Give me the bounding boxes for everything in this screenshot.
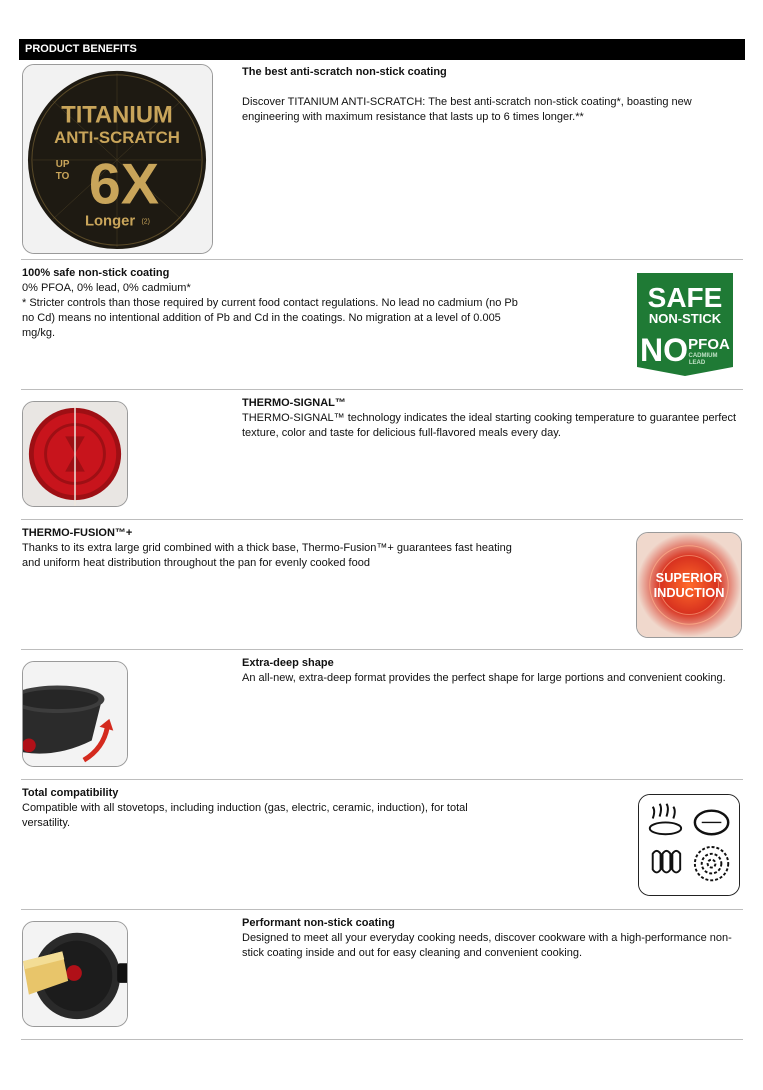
benefit-title: Total compatibility [22,787,119,799]
safe-non-stick-badge [637,273,733,376]
benefit-thermo-fusion [22,526,512,571]
titanium-text: TITANIUM [61,102,173,129]
six-x-text: 6X [88,152,160,217]
divider [21,519,743,520]
induction-text: INDUCTION [653,584,725,600]
divider [21,909,743,910]
benefit-description: Discover TITANIUM ANTI-SCRATCH: The best anti-scratch non-stick coating*, boasting new engineering with maximum resistance that lasts up to 6 times longer.** [242,96,692,123]
benefit-performant-coating [242,916,742,961]
benefit-description: An all-new, extra-deep format provides the perfect shape for large portions and convenient cooking. [242,672,726,684]
to-text: TO [55,170,70,182]
pfoa-text: PFOA [688,336,730,353]
benefit-extra-deep [242,656,742,686]
benefit-anti-scratch [242,65,742,125]
section-header: PRODUCT BENEFITS [19,39,745,60]
benefit-title: The best anti-scratch non-stick coating [242,66,447,78]
benefit-thermo-signal [242,396,742,441]
stovetops-icons-image [638,794,740,896]
superior-text: SUPERIOR [655,570,723,586]
divider [21,1039,743,1040]
benefit-title: THERMO-SIGNAL™ [242,397,346,409]
benefit-line: 0% PFOA, 0% lead, 0% cadmium* [22,282,191,294]
anti-scratch-text: ANTI-SCRATCH [54,128,180,148]
non-stick-text: NON-STICK [648,311,722,326]
benefit-footnote: * Stricter controls than those required by current food contact regulations. No lead no cadmium (no Pb no Cd) means no intentional addition of Pb and Cd in the coatings. No migration at a level of 0.005 mg/kg. [22,297,518,339]
benefit-description: Designed to meet all your everyday cooking needs, discover cookware with a high-performance non-stick coating inside and out for easy cleaning and convenient cooking. [242,932,732,959]
cadmium-text: CADMIUM [688,353,718,359]
benefit-safe-coating [22,266,522,341]
thermo-signal-image [22,401,128,507]
divider [21,389,743,390]
no-text: NO [640,332,688,368]
divider [21,779,743,780]
safe-text: SAFE [647,282,723,313]
longer-text: Longer [84,213,136,230]
benefit-title: Extra-deep shape [242,657,334,669]
benefit-title: Performant non-stick coating [242,917,395,929]
lead-text: LEAD [688,360,706,366]
superior-induction-image [636,532,742,638]
non-stick-pan-image [22,921,128,1027]
up-text: UP [55,158,70,170]
extra-deep-pan-image [22,661,128,767]
benefit-title: THERMO-FUSION™+ [22,527,133,539]
benefit-description: Thanks to its extra large grid combined with a thick base, Thermo-Fusion™+ guarantees fast heating and uniform heat distribution throughout the pan for evenly cooked food [22,542,512,569]
benefit-compatibility [22,786,512,831]
footnote-marker-text: (2) [141,218,150,226]
benefit-description: THERMO-SIGNAL™ technology indicates the ideal starting cooking temperature to guarantee perfect texture, color and taste for delicious full-flavored meals every day. [242,412,737,439]
benefit-title: 100% safe non-stick coating [22,267,170,279]
divider [21,259,743,260]
benefit-description: Compatible with all stovetops, including induction (gas, electric, ceramic, induction), for total versatility. [22,802,468,829]
divider [21,649,743,650]
titanium-badge-image [22,64,213,254]
